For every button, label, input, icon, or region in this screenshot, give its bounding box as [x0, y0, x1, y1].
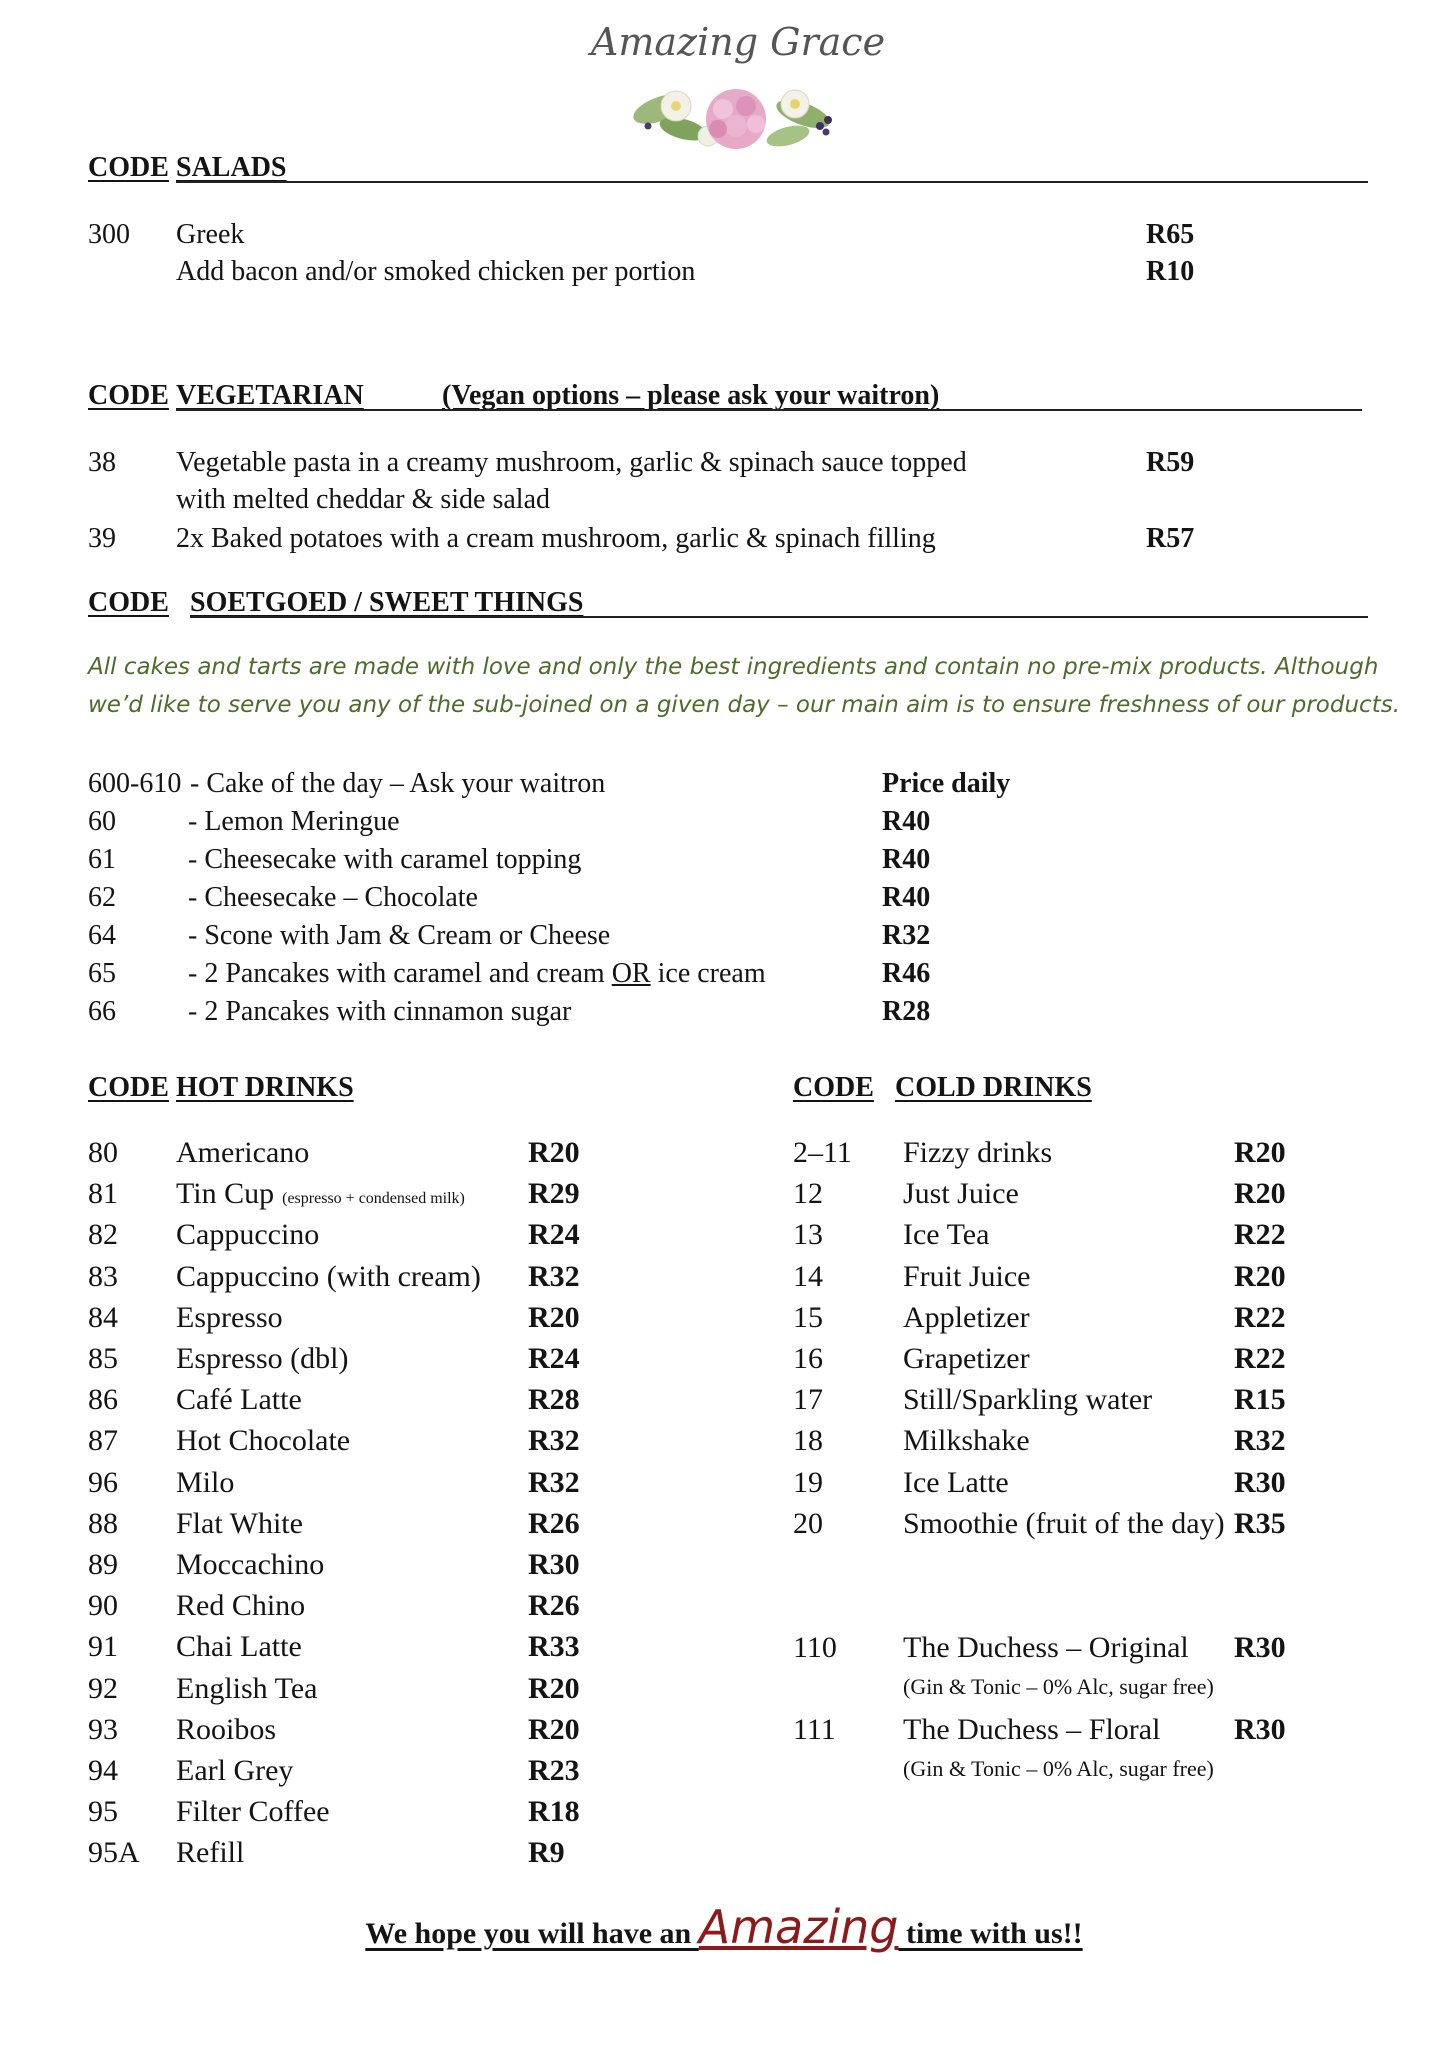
menu-item-name: Greek: [176, 219, 245, 250]
menu-item-name-text: Fizzy drinks: [903, 1136, 1053, 1169]
menu-item-name: [176, 1587, 305, 1625]
menu-item-price: Price daily: [882, 768, 1011, 799]
menu-item-price: R30: [1234, 1631, 1286, 1664]
menu-item-name-part: - 2 Pancakes with caramel and cream: [188, 958, 612, 989]
menu-item-code: 17: [793, 1383, 823, 1417]
menu-item-name: [903, 1175, 1019, 1213]
menu-item-code: 86: [88, 1383, 118, 1417]
menu-item-price: R26: [528, 1506, 580, 1540]
menu-item-name: [176, 1381, 302, 1419]
menu-item-code: 85: [88, 1342, 118, 1375]
menu-item-code: 111: [793, 1713, 836, 1746]
sweet-note-line-1: All cakes and tarts are made with love and only the best ingredients and contain no pre-mix products. Although: [88, 654, 1379, 680]
menu-item-price: R46: [882, 958, 931, 989]
menu-item-name: 2x Baked potatoes with a cream mushroom, garlic & spinach filling: [176, 523, 936, 554]
menu-item-name: - Cheesecake – Chocolate: [188, 882, 478, 913]
menu-item-name: [903, 1134, 1052, 1172]
menu-item-price: R24: [528, 1218, 580, 1252]
menu-item-name-text: Milo: [176, 1465, 235, 1499]
menu-item-name-text: Hot Chocolate: [176, 1424, 351, 1458]
menu-item-code: 14: [793, 1259, 823, 1293]
menu-item-name: [903, 1299, 1030, 1337]
menu-item-detail: (Gin & Tonic – 0% Alc, sugar free): [903, 1756, 1214, 1781]
menu-item-code: 94: [88, 1754, 118, 1787]
sweet-rule: [190, 616, 1368, 618]
hot-drinks-title: HOT DRINKS: [176, 1072, 354, 1103]
menu-item-name-text: Refill: [176, 1836, 245, 1870]
menu-item-code: 19: [793, 1465, 823, 1499]
vegetarian-rule: [176, 409, 1362, 411]
menu-item-code: 65: [88, 958, 116, 989]
menu-item-name: [903, 1216, 989, 1254]
menu-item-code: 88: [88, 1506, 118, 1540]
menu-item-price: R20: [1234, 1177, 1286, 1211]
menu-item-name: [176, 1670, 318, 1708]
footer-message: [0, 1900, 1448, 1954]
menu-item-price: R26: [528, 1589, 580, 1623]
menu-item-name-text: Flat White: [176, 1506, 303, 1540]
menu-item-name-part: ice cream: [650, 958, 766, 989]
menu-item-name-text: Grapetizer: [903, 1342, 1030, 1375]
vegetarian-title: VEGETARIAN: [176, 380, 364, 411]
menu-item-price: R24: [528, 1342, 580, 1375]
menu-item-code: 18: [793, 1424, 823, 1458]
menu-item-name: [903, 1258, 1031, 1296]
menu-item-code: 83: [88, 1259, 118, 1293]
sweet-note-line-2: we’d like to serve you any of the sub-joined on a given day – our main aim is to ensure freshness of our products.: [88, 692, 1400, 718]
menu-item-code: 96: [88, 1465, 118, 1499]
menu-item-name: [176, 1464, 234, 1502]
menu-item-price: R15: [1234, 1383, 1286, 1417]
menu-item-price: R28: [882, 996, 931, 1027]
salads-code-header: CODE: [88, 152, 169, 183]
menu-item-name-text: Milkshake: [903, 1424, 1030, 1458]
menu-item-price: R59: [1146, 447, 1195, 478]
menu-item-price: R32: [882, 920, 931, 951]
menu-item-code: 64: [88, 920, 116, 951]
menu-item-name: [176, 1299, 283, 1337]
menu-item-name-text: Americano: [176, 1136, 310, 1169]
menu-item-name: [903, 1464, 1009, 1502]
menu-item-name-text: Chai Latte: [176, 1630, 302, 1664]
menu-item-name-text: Ice Tea: [903, 1218, 990, 1252]
menu-item-code: 90: [88, 1589, 118, 1623]
menu-item-code: 39: [88, 523, 116, 554]
menu-item-name-text: Still/Sparkling water: [903, 1383, 1153, 1417]
menu-item-name: Vegetable pasta in a creamy mushroom, garlic & spinach sauce topped: [176, 447, 967, 478]
menu-item-code: 13: [793, 1218, 823, 1252]
menu-item-name-text: Earl Grey: [176, 1754, 294, 1787]
menu-item-name: [188, 956, 766, 992]
menu-item-price: R32: [528, 1259, 580, 1293]
footer-text-before: We hope you will have an: [365, 1917, 699, 1950]
menu-item-name-text: Tin Cup: [176, 1177, 275, 1211]
menu-item-price: R57: [1146, 523, 1195, 554]
menu-item-code: 62: [88, 882, 116, 913]
menu-item-code: 600-610: [88, 768, 182, 799]
menu-item-price: R22: [1234, 1342, 1286, 1375]
menu-item-name-text: Filter Coffee: [176, 1795, 330, 1829]
menu-item-price: R40: [882, 844, 931, 875]
footer-amazing-word: Amazing: [698, 1900, 899, 1954]
menu-item-name: [176, 1711, 276, 1749]
menu-item-price: R20: [1234, 1136, 1286, 1169]
sweet-code-header: CODE: [88, 587, 169, 618]
menu-item-code: 91: [88, 1630, 118, 1664]
menu-item-name: - 2 Pancakes with cinnamon sugar: [188, 996, 572, 1027]
menu-item-price: R10: [1146, 256, 1195, 287]
menu-item-or-underlined: OR: [611, 958, 651, 989]
menu-item-name-text: Espresso: [176, 1300, 283, 1334]
menu-item-price: R22: [1234, 1300, 1286, 1334]
amazing-grace-logo: [588, 14, 888, 164]
menu-item-name-text: Rooibos: [176, 1712, 277, 1746]
menu-item-price: R22: [1234, 1218, 1286, 1252]
menu-item-name: [176, 1134, 309, 1172]
menu-item-price: R30: [528, 1548, 580, 1581]
vegan-note: (Vegan options – please ask your waitron): [442, 380, 940, 411]
menu-item-price: R40: [882, 882, 931, 913]
menu-item-name-text: English Tea: [176, 1671, 318, 1705]
menu-item-name: - Lemon Meringue: [188, 806, 400, 837]
menu-item-name-text: Cappuccino: [176, 1218, 320, 1252]
footer-text-after: time with us!!: [898, 1917, 1083, 1950]
menu-item-code: 87: [88, 1424, 118, 1458]
menu-item-price: R20: [528, 1300, 580, 1334]
menu-item-code: 66: [88, 996, 116, 1027]
menu-item-price: R33: [528, 1630, 580, 1664]
menu-item-name: [176, 1628, 302, 1666]
hot-code-header: CODE: [88, 1072, 169, 1103]
menu-item-code: 300: [88, 219, 130, 250]
menu-item-name-text: Appletizer: [903, 1300, 1030, 1334]
menu-item-name: Add bacon and/or smoked chicken per portion: [176, 256, 696, 287]
menu-item-price: R32: [528, 1465, 580, 1499]
menu-item-code: 93: [88, 1712, 118, 1746]
menu-item-price: R20: [528, 1671, 580, 1705]
menu-item-code: 81: [88, 1177, 118, 1211]
menu-item-name-text: Red Chino: [176, 1589, 306, 1623]
menu-item-code: 15: [793, 1300, 823, 1334]
menu-item-name: [176, 1422, 350, 1460]
menu-item-code: 60: [88, 806, 116, 837]
menu-item-code: 95: [88, 1795, 118, 1829]
menu-item-code: 95A: [88, 1836, 140, 1870]
menu-item-name: [176, 1793, 330, 1831]
sweet-title: SOETGOED / SWEET THINGS: [190, 587, 584, 618]
menu-item-name-text: Cappuccino (with cream): [176, 1259, 481, 1293]
menu-item-code: 2–11: [793, 1136, 852, 1169]
menu-item-price: R29: [528, 1177, 580, 1211]
menu-item-price: R32: [528, 1424, 580, 1458]
menu-item-price: R18: [528, 1795, 580, 1829]
menu-item-code: 82: [88, 1218, 118, 1252]
menu-item-code: 61: [88, 844, 116, 875]
menu-item-code: 84: [88, 1300, 118, 1334]
menu-item-price: R35: [1234, 1506, 1286, 1540]
cold-drinks-title: COLD DRINKS: [895, 1072, 1092, 1103]
menu-item-code: 89: [88, 1548, 118, 1581]
menu-item-price: R30: [1234, 1465, 1286, 1499]
menu-item-code: 38: [88, 447, 116, 478]
menu-item-name-text: Moccachino: [176, 1548, 325, 1581]
menu-item-name: [176, 1258, 481, 1296]
menu-item-detail: (espresso + condensed milk): [282, 1190, 465, 1208]
menu-item-price: R28: [528, 1383, 580, 1417]
menu-item-name-text: Fruit Juice: [903, 1259, 1031, 1293]
menu-item-price: R20: [1234, 1259, 1286, 1293]
menu-item-price: R20: [528, 1136, 580, 1169]
menu-item-price: R65: [1146, 219, 1195, 250]
menu-item-name: - Scone with Jam & Cream or Cheese: [188, 920, 611, 951]
menu-item-code: 12: [793, 1177, 823, 1211]
menu-item-name-text: Ice Latte: [903, 1465, 1009, 1499]
menu-item-name: [176, 1340, 348, 1378]
menu-item-price: R40: [882, 806, 931, 837]
menu-item-name: [903, 1505, 1225, 1543]
menu-item-price: R32: [1234, 1424, 1286, 1458]
salads-title: SALADS: [176, 152, 287, 183]
menu-item-price: R9: [528, 1836, 565, 1870]
menu-item-name: The Duchess – Floral: [903, 1713, 1161, 1746]
menu-item-code: 92: [88, 1671, 118, 1705]
menu-item-code: 20: [793, 1506, 823, 1540]
menu-item-code: 80: [88, 1136, 118, 1169]
menu-item-name: The Duchess – Original: [903, 1631, 1189, 1664]
menu-item-name: [903, 1381, 1152, 1419]
menu-item-name: [176, 1505, 303, 1543]
cold-code-header: CODE: [793, 1072, 874, 1103]
menu-item-detail: (Gin & Tonic – 0% Alc, sugar free): [903, 1674, 1214, 1699]
menu-item-name-continued: with melted cheddar & side salad: [176, 484, 550, 515]
menu-item-name: [903, 1422, 1030, 1460]
menu-item-name: [176, 1834, 244, 1872]
menu-item-name: - Cake of the day – Ask your waitron: [190, 768, 606, 799]
salads-rule: [176, 181, 1368, 183]
menu-item-price: R30: [1234, 1713, 1286, 1746]
menu-item-name-text: Espresso (dbl): [176, 1342, 349, 1375]
menu-item-name-text: Café Latte: [176, 1383, 302, 1417]
menu-item-name: [176, 1546, 324, 1584]
menu-item-name: - Cheesecake with caramel topping: [188, 844, 582, 875]
menu-item-name-text: Smoothie (fruit of the day): [903, 1506, 1225, 1540]
vegetarian-code-header: CODE: [88, 380, 169, 411]
menu-item-price: R20: [528, 1712, 580, 1746]
menu-item-name: [903, 1340, 1030, 1378]
menu-item-name-text: Just Juice: [903, 1177, 1019, 1211]
menu-item-price: R23: [528, 1754, 580, 1787]
menu-item-name: [176, 1175, 465, 1218]
menu-item-name: [176, 1216, 319, 1254]
menu-item-code: 110: [793, 1631, 837, 1664]
menu-item-name: [176, 1752, 293, 1790]
logo-text: Amazing Grace: [590, 20, 886, 64]
menu-item-code: 16: [793, 1342, 823, 1375]
